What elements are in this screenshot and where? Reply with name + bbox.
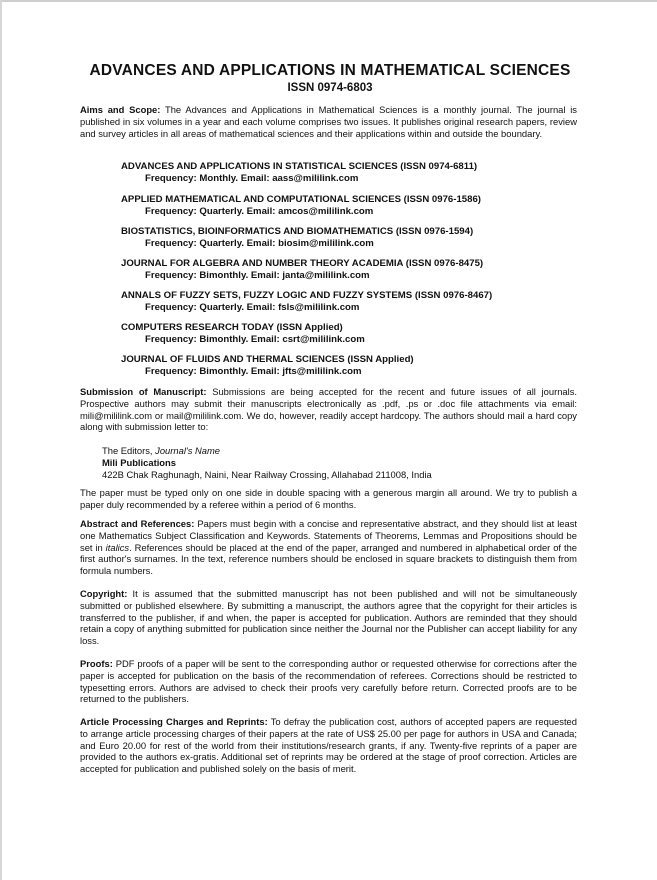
journal-name: JOURNAL FOR ALGEBRA AND NUMBER THEORY ACADEMIA (ISSN 0976-8475) xyxy=(121,258,484,269)
journal-name: BIOSTATISTICS, BIOINFORMATICS AND BIOMATHEMATICS (ISSN 0976-1594) xyxy=(121,226,474,237)
address-editors: The Editors, xyxy=(102,445,156,456)
copyright-text: It is assumed that the submitted manuscript has not been published and will not be simultaneously submitted or published elsewhere. By submitting a manuscript, the authors agree that the copyright for their articles is transferred to the publisher, if and when, the paper is accepted for publication. Authors are reminded that they should retain a copy of anything submitted for publication since neither the Journal nor the Publisher can accept liability for any loss. xyxy=(80,588,577,647)
journal-entry xyxy=(121,161,581,185)
address-line-3: 422B Chak Raghunagh, Naini, Near Railway Crossing, Allahabad 211008, India xyxy=(102,468,432,480)
journal-frequency: Frequency: Quarterly. Email: fsls@mililink.com xyxy=(145,302,360,313)
journal-title: ADVANCES AND APPLICATIONS IN MATHEMATICAL SCIENCES xyxy=(89,62,571,79)
journal-issn: ISSN 0974-6803 xyxy=(287,82,373,94)
journal-entry xyxy=(121,258,581,282)
journal-entry xyxy=(121,194,581,218)
abstract-text-b: . References should be placed at the end of the paper, arranged and numbered in alphabetical order of the first author's surnames. In the text, reference numbers should be enclosed in square brackets to distinguish them from formula numbers. xyxy=(80,541,577,577)
journal-frequency: Frequency: Monthly. Email: aass@mililink.com xyxy=(145,173,359,184)
journal-frequency: Frequency: Bimonthly. Email: janta@mililink.com xyxy=(145,270,370,281)
proofs-text: PDF proofs of a paper will be sent to the corresponding author or requested otherwise for corrections after the paper is accepted for publication on the basis of the recommendation of referees. Corrections should be restricted to typesetting errors. Authors are advised to check their proofs very carefully before return. Corrected proofs are to be returned to the publishers. xyxy=(80,658,577,705)
journal-entry xyxy=(121,322,581,346)
submission-label: Submission of Manuscript: xyxy=(80,386,207,397)
proofs-section xyxy=(80,658,577,705)
scan-edge-left xyxy=(0,0,2,880)
abstract-label: Abstract and References: xyxy=(80,518,195,529)
mailing-address xyxy=(102,445,582,480)
journal-entry xyxy=(121,290,581,314)
abstract-section xyxy=(80,518,577,577)
journal-name: APPLIED MATHEMATICAL AND COMPUTATIONAL SCIENCES (ISSN 0976-1586) xyxy=(121,194,481,205)
journal-frequency: Frequency: Quarterly. Email: biosim@mililink.com xyxy=(145,238,374,249)
journal-frequency: Frequency: Bimonthly. Email: jfts@mililink.com xyxy=(145,366,362,377)
submission-section xyxy=(80,386,577,433)
aims-label: Aims and Scope: xyxy=(80,104,161,115)
charges-text: To defray the publication cost, authors of accepted papers are requested to arrange article processing charges of their papers at the rate of US$ 25.00 per page for authors in USA and Canada; and Euro 20.00 for rest of the world from their institutions/research grants, if any. Twenty-five reprints of a paper are provided to the authors ex-gratis. Additional set of reprints may be ordered at the stage of proof correction. Articles are accepted for publication and published solely on the basis of merit. xyxy=(80,716,577,775)
journal-name: JOURNAL OF FLUIDS AND THERMAL SCIENCES (ISSN Applied) xyxy=(121,354,414,365)
abstract-text-a: Papers must begin with a concise and representative abstract, and they should list at least one Mathematics Subject Classification and Keywords. Statements of Theorems, Lemmas and Propositions should be set in xyxy=(80,518,577,553)
journal-name: COMPUTERS RESEARCH TODAY (ISSN Applied) xyxy=(121,322,343,333)
journal-entry xyxy=(121,354,581,378)
journal-frequency: Frequency: Quarterly. Email: amcos@mililink.com xyxy=(145,206,374,217)
typing-instructions xyxy=(80,487,577,511)
scan-edge-top xyxy=(0,0,657,2)
address-journal-name: Journal's Name xyxy=(155,445,220,456)
charges-section xyxy=(80,716,577,775)
address-line-1 xyxy=(102,445,582,457)
proofs-label: Proofs: xyxy=(80,658,113,669)
copyright-section xyxy=(80,588,577,647)
abstract-italic-word: italics xyxy=(105,541,130,553)
copyright-label: Copyright: xyxy=(80,588,128,599)
charges-label: Article Processing Charges and Reprints: xyxy=(80,716,268,727)
journal-frequency: Frequency: Bimonthly. Email: csrt@mililink.com xyxy=(145,334,365,345)
publisher-name: Mili Publications xyxy=(102,456,176,468)
aims-text: The Advances and Applications in Mathematical Sciences is a monthly journal. The journal is published in six volumes in a year and each volume comprises two issues. It publishes original research papers, review and survey articles in all areas of mathematical sciences and their applications within and outside the boundary. xyxy=(80,104,577,139)
journal-name: ANNALS OF FUZZY SETS, FUZZY LOGIC AND FUZZY SYSTEMS (ISSN 0976-8467) xyxy=(121,290,493,301)
aims-and-scope xyxy=(80,104,577,139)
address-line-2 xyxy=(102,457,582,469)
journal-entry xyxy=(121,226,581,250)
submission-text: Submissions are being accepted for the recent and future issues of all journals. Prospective authors may submit their manuscripts electronically as .pdf, .ps or .doc file attachments via email: mili@mililink.com or mail@mililink.com. We do, however, readily accept hardcopy. The authors should mail a hard copy along with submission letter to: xyxy=(80,386,577,433)
typing-text: The paper must be typed only on one side in double spacing with a generous margin all around. We try to publish a paper duly recommended by a referee within a period of 6 months. xyxy=(80,487,577,510)
journal-name: ADVANCES AND APPLICATIONS IN STATISTICAL SCIENCES (ISSN 0974-6811) xyxy=(121,161,478,172)
